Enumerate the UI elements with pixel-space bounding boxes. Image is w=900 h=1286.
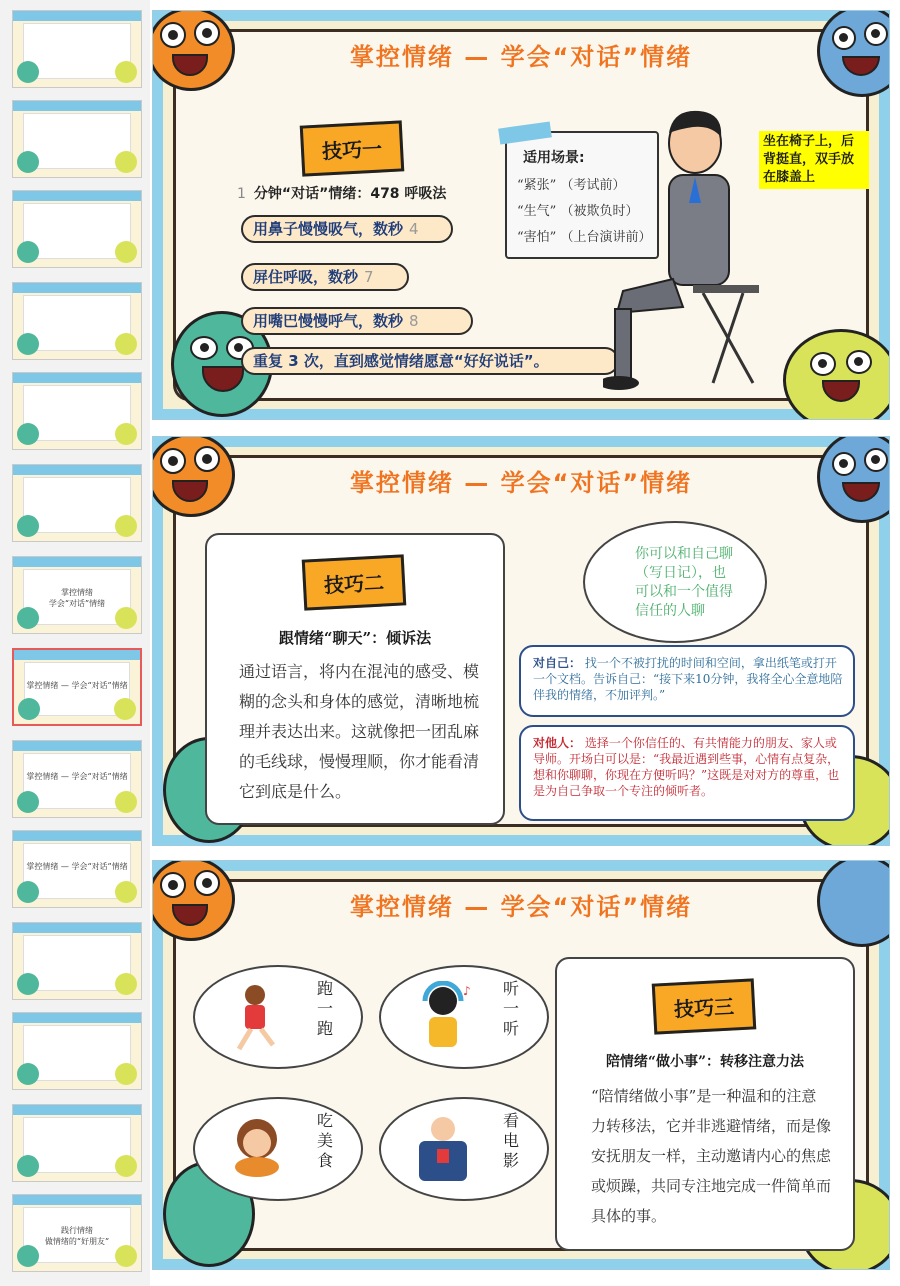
card-subtitle: 跟情绪“聊天”：倾诉法: [278, 629, 432, 647]
monster-icon: [115, 1155, 137, 1177]
slide-thumbnail-14[interactable]: [12, 1194, 142, 1272]
slide-thumbnail-12[interactable]: [12, 1012, 142, 1090]
sitting-man-illustration: [603, 103, 773, 393]
slide-thumbnail-11[interactable]: [12, 922, 142, 1000]
step-3: 用嘴巴慢慢呼气，数秒 8: [241, 307, 473, 335]
thumbnail-header-bar: [13, 831, 141, 841]
thumbnail-header-bar: [13, 101, 141, 111]
monster-icon: [115, 423, 137, 445]
monster-icon: [17, 423, 39, 445]
monster-icon: [115, 515, 137, 537]
monster-icon: [17, 791, 39, 813]
slide-title: 掌控情绪 — 学会“对话”情绪: [349, 469, 693, 497]
monster-icon: [115, 61, 137, 83]
slide-thumbnail-10[interactable]: [12, 830, 142, 908]
monster-icon: [115, 973, 137, 995]
monster-icon: [17, 1155, 39, 1177]
card-subtitle: 陪情绪“做小事”：转移注意力法: [605, 1054, 805, 1070]
slide-1[interactable]: [152, 10, 890, 420]
scenes-title: 适用场景:: [523, 150, 585, 166]
headphones-icon: [411, 981, 475, 1053]
activity-eat: 吃美食: [193, 1097, 363, 1201]
thumbnail-header-bar: [13, 11, 141, 21]
slide-thumbnail-7[interactable]: [12, 556, 142, 634]
skill-label: 技巧二: [302, 554, 407, 610]
monster-icon: [115, 333, 137, 355]
monster-icon: [17, 61, 39, 83]
thumbnail-caption: 掌控情绪 学会“对话”情绪: [48, 588, 106, 608]
card-body: “陪情绪做小事”是一种温和的注意力转移法，它并非逃避情绪，而是像安抚朋友一样，主动邀请内心的焦虑或烦躁，共同专注地完成一件简单而具体的事。: [591, 1087, 832, 1225]
skill-label: 技巧三: [652, 978, 757, 1034]
method-heading: 1 分钟“对话”情绪：478 呼吸法: [237, 186, 447, 202]
self-talk-card: 对自己： 找一个不被打扰的时间和空间，拿出纸笔或打开一个文档。告诉自己：“接下来10分钟，我将全心全意地陪伴我的情绪，不加评判。”: [519, 645, 855, 717]
monster-icon: [17, 881, 39, 903]
slide-3[interactable]: [152, 860, 890, 1270]
speech-bubble: 你可以和自己聊（写日记），也可以和一个值得信任的人聊: [583, 521, 767, 643]
activity-movie: 看电影: [379, 1097, 549, 1201]
slide-thumbnail-2[interactable]: [12, 100, 142, 178]
monster-icon: [115, 881, 137, 903]
slide-thumbnail-6[interactable]: [12, 464, 142, 542]
slide-title: 掌控情绪 — 学会“对话”情绪: [349, 43, 693, 71]
monster-icon: [115, 791, 137, 813]
slide-2[interactable]: [152, 436, 890, 846]
posture-tip: 坐在椅子上，后背挺直，双手放在膝盖上: [759, 131, 869, 189]
thumbnail-header-bar: [13, 923, 141, 933]
scenes-list: “紧张” （考试前） “生气” （被欺负时） “害怕” （上台演讲前）: [517, 178, 652, 245]
activity-listen: ♪ 听一听: [379, 965, 549, 1069]
slide-title: 掌控情绪 — 学会“对话”情绪: [349, 893, 693, 921]
cinema-icon: [411, 1111, 475, 1187]
monster-icon: [17, 241, 39, 263]
slide-thumbnail-9[interactable]: [12, 740, 142, 818]
food-icon: [225, 1113, 289, 1185]
step-1: 用鼻子慢慢吸气，数秒 4: [241, 215, 453, 243]
runner-icon: [223, 983, 283, 1053]
thumbnail-caption: 践行情绪 做情绪的“好朋友”: [44, 1226, 110, 1246]
monster-icon: [17, 333, 39, 355]
monster-icon: [115, 1063, 137, 1085]
thumbnail-caption: 掌控情绪 — 学会“对话”情绪: [26, 681, 128, 690]
thumbnail-header-bar: [14, 650, 140, 660]
step-2: 屏住呼吸，数秒 7: [241, 263, 409, 291]
other-talk-card: 对他人： 选择一个你信任的、有共情能力的朋友、家人或导师。开场白可以是：“我最近遇到些事，心情有点复杂，想和你聊聊，你现在方便听吗？”这既是对对方的尊重，也是为自己争取一个专注的倾听者。: [519, 725, 855, 821]
thumbnail-header-bar: [13, 1195, 141, 1205]
thumbnail-header-bar: [13, 283, 141, 293]
slide-thumbnail-4[interactable]: [12, 282, 142, 360]
monster-icon: [115, 151, 137, 173]
thumbnail-header-bar: [13, 557, 141, 567]
monster-icon: [17, 151, 39, 173]
monster-icon: [114, 698, 136, 720]
thumbnail-header-bar: [13, 1105, 141, 1115]
technique-card: [555, 957, 855, 1251]
monster-icon: [115, 607, 137, 629]
monster-icon: [115, 241, 137, 263]
slide-thumbnail-1[interactable]: [12, 10, 142, 88]
thumbnail-header-bar: [13, 373, 141, 383]
svg-text:♪: ♪: [463, 984, 471, 998]
activity-run: 跑一跑: [193, 965, 363, 1069]
thumbnail-header-bar: [13, 465, 141, 475]
skill-label: 技巧一: [300, 120, 405, 176]
slide-thumbnail-panel: [0, 0, 150, 1286]
monster-icon: [17, 515, 39, 537]
thumbnail-caption: 掌控情绪 — 学会“对话”情绪: [26, 862, 128, 871]
thumbnail-header-bar: [13, 1013, 141, 1023]
monster-icon: [17, 1245, 39, 1267]
card-body: 通过语言，将内在混沌的感受、模糊的念头和身体的感觉，清晰地梳理并表达出来。这就像把一团乱麻的毛线球，慢慢理顺，你才能看清它到底是什么。: [239, 662, 480, 801]
slide-thumbnail-13[interactable]: [12, 1104, 142, 1182]
technique-card: [205, 533, 505, 825]
monster-icon: [17, 973, 39, 995]
monster-icon: [18, 698, 40, 720]
slide-thumbnail-3[interactable]: [12, 190, 142, 268]
step-4: 重复 3 次，直到感觉情绪愿意“好好说话”。: [241, 347, 619, 375]
monster-icon: [17, 1063, 39, 1085]
slide-thumbnail-8[interactable]: [12, 648, 142, 726]
monster-icon: [115, 1245, 137, 1267]
thumbnail-header-bar: [13, 191, 141, 201]
thumbnail-header-bar: [13, 741, 141, 751]
monster-icon: [17, 607, 39, 629]
slide-thumbnail-5[interactable]: [12, 372, 142, 450]
thumbnail-caption: 掌控情绪 — 学会“对话”情绪: [26, 772, 128, 781]
